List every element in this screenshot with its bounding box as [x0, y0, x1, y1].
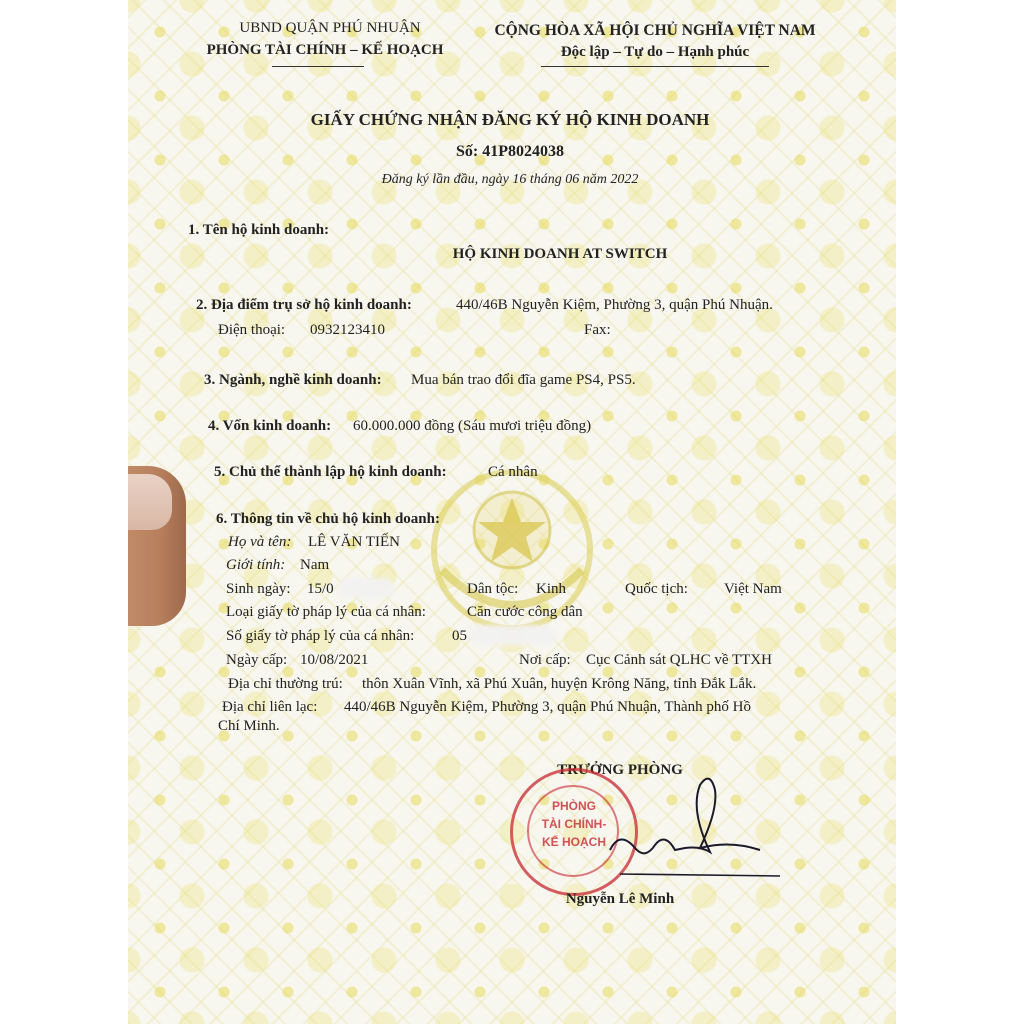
issue-date-value: 10/08/2021	[300, 652, 369, 668]
stamp-text-line1: PHÒNG	[551, 799, 596, 813]
fax-label: Fax:	[584, 322, 611, 338]
address-label: 2. Địa điểm trụ sở hộ kinh doanh:	[196, 297, 412, 313]
owner-name-value: LÊ VĂN TIẾN	[308, 534, 400, 550]
business-line-label: 3. Ngành, nghề kinh doanh:	[204, 372, 382, 388]
ethnicity-label: Dân tộc:	[467, 581, 519, 597]
permanent-address-label: Địa chỉ thường trú:	[228, 676, 343, 692]
issuer-district: UBND QUẬN PHÚ NHUẬN	[239, 20, 421, 36]
document-type-label: Loại giấy tờ pháp lý của cá nhân:	[226, 604, 426, 620]
business-name-value: HỘ KINH DOANH AT SWITCH	[452, 246, 668, 262]
address-value: 440/46B Nguyễn Kiệm, Phường 3, quận Phú Nhuận.	[456, 297, 773, 313]
issue-place-label: Nơi cấp:	[519, 652, 571, 668]
phone-label: Điện thoại:	[218, 322, 286, 338]
document-number-redaction	[470, 625, 556, 645]
document-type-value: Căn cước công dân	[467, 604, 583, 620]
signer-name: Nguyễn Lê Minh	[565, 891, 675, 907]
contact-address-label: Địa chỉ liên lạc:	[222, 699, 318, 715]
issue-date-label: Ngày cấp:	[226, 652, 288, 668]
owner-info-label: 6. Thông tin về chủ hộ kinh doanh:	[216, 511, 440, 527]
national-emblem-watermark	[412, 470, 612, 650]
certificate-number: Số: 41P8024038	[456, 143, 564, 160]
contact-address-value-line2: Chí Minh.	[218, 718, 280, 734]
national-title: CỘNG HÒA XÃ HỘI CHỦ NGHĨA VIỆT NAM	[494, 22, 816, 39]
business-name-label: 1. Tên hộ kinh doanh:	[188, 222, 330, 238]
document-number-label: Số giấy tờ pháp lý của cá nhân:	[226, 628, 415, 644]
header-left-underline	[272, 66, 364, 67]
signer-title: TRƯỞNG PHÒNG	[557, 762, 683, 778]
business-line-value: Mua bán trao đổi đĩa game PS4, PS5.	[411, 372, 636, 388]
gender-value: Nam	[300, 557, 330, 573]
founder-type-value: Cá nhân	[488, 464, 538, 480]
dob-redaction	[338, 578, 394, 598]
issuer-department: PHÒNG TÀI CHÍNH – KẾ HOẠCH	[206, 42, 444, 58]
dob-value: 15/0	[307, 581, 334, 597]
gender-label: Giới tính:	[226, 557, 286, 573]
nationality-value: Việt Nam	[724, 581, 782, 597]
nationality-label: Quốc tịch:	[625, 581, 688, 597]
header-right-underline	[541, 66, 769, 67]
document-number-value: 05	[452, 628, 467, 644]
issue-place-value: Cục Cảnh sát QLHC về TTXH	[586, 652, 772, 668]
document-title: GIẤY CHỨNG NHẬN ĐĂNG KÝ HỘ KINH DOANH	[310, 110, 710, 129]
national-motto: Độc lập – Tự do – Hạnh phúc	[560, 44, 750, 60]
permanent-address-value: thôn Xuân Vĩnh, xã Phú Xuân, huyện Krông Năng, tỉnh Đắk Lắk.	[362, 676, 757, 692]
handwritten-signature	[590, 770, 800, 890]
capital-label: 4. Vốn kinh doanh:	[208, 418, 332, 434]
thumb-nail	[128, 474, 172, 530]
ethnicity-value: Kinh	[536, 581, 566, 597]
dob-label: Sinh ngày:	[226, 581, 291, 597]
contact-address-value-line1: 440/46B Nguyễn Kiệm, Phường 3, quận Phú Nhuận, Thành phố Hồ	[344, 699, 752, 715]
stamp-text-line2: TÀI CHÍNH-	[541, 817, 607, 831]
phone-value: 0932123410	[310, 322, 385, 338]
registration-date: Đăng ký lần đầu, ngày 16 tháng 06 năm 2022	[381, 172, 639, 187]
founder-type-label: 5. Chủ thể thành lập hộ kinh doanh:	[214, 464, 447, 480]
stamp-text-line3: KẾ HOẠCH	[541, 835, 606, 849]
capital-value: 60.000.000 đồng (Sáu mươi triệu đồng)	[353, 418, 592, 434]
owner-name-label: Họ và tên:	[228, 534, 292, 550]
